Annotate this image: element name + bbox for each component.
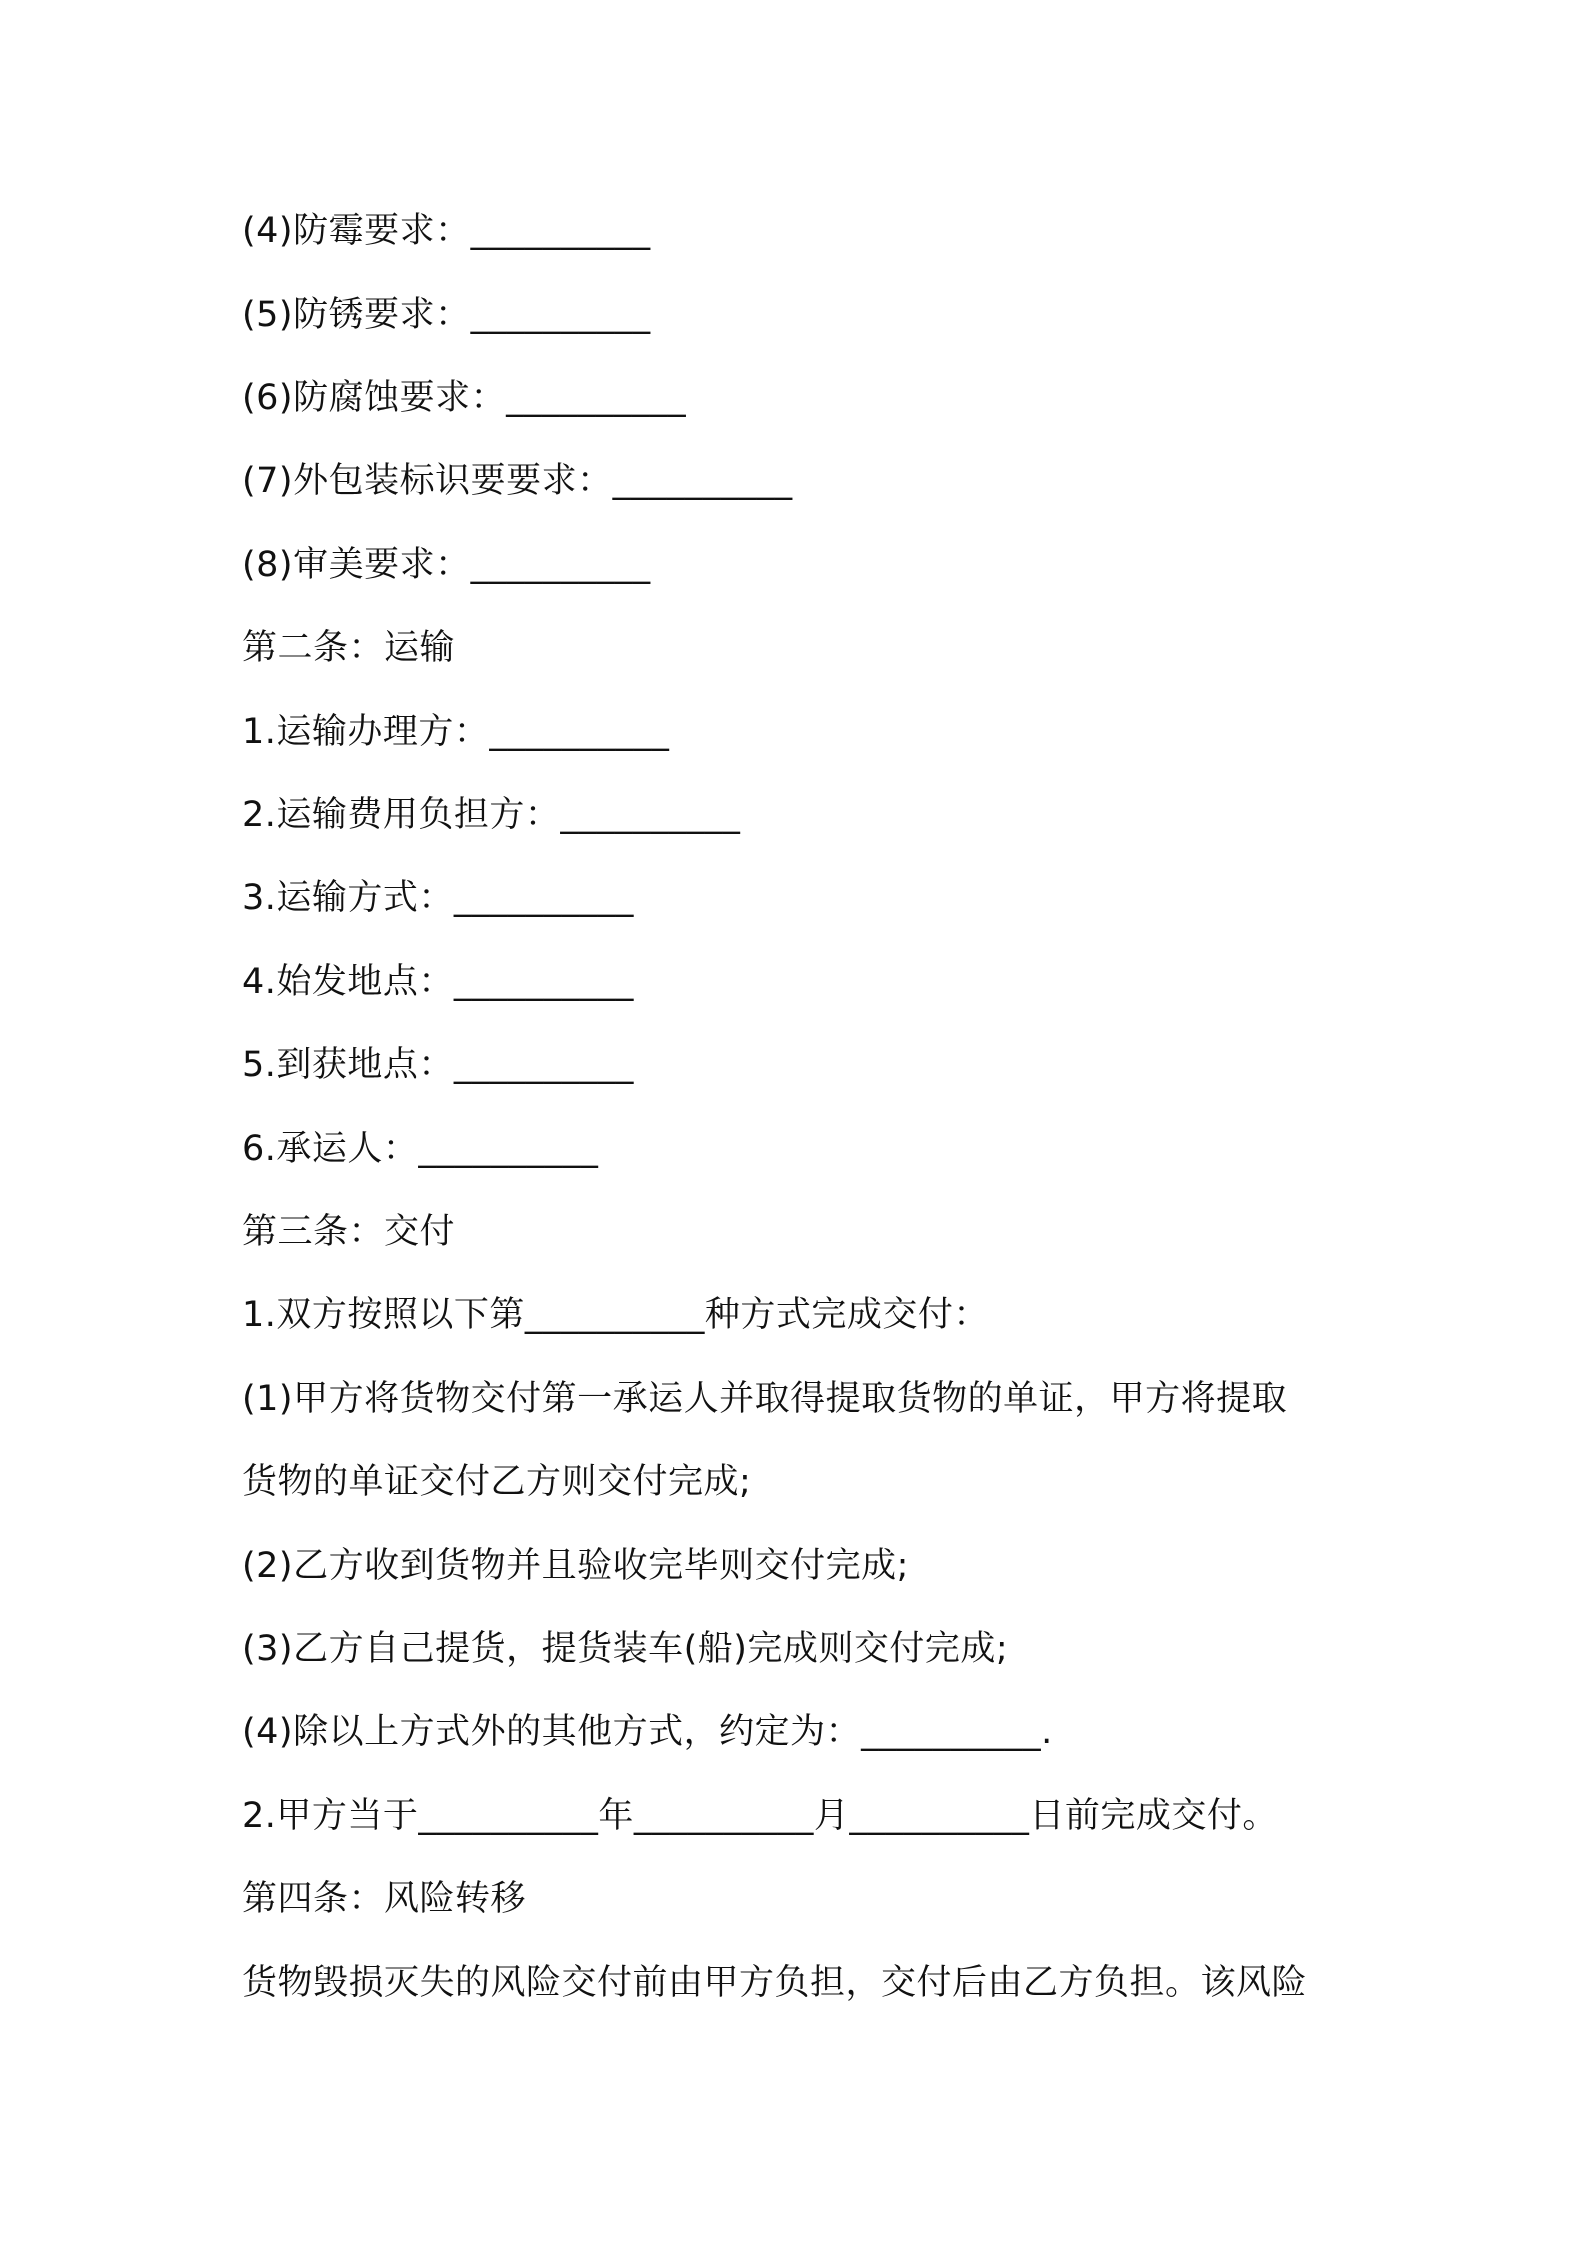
clause-origin-location: 4.始发地点：__________ bbox=[242, 962, 634, 1002]
clause-delivery-option-1-line-2: 货物的单证交付乙方则交付完成; bbox=[242, 1462, 752, 1502]
clause-delivery-method-choice: 1.双方按照以下第__________种方式完成交付： bbox=[242, 1295, 989, 1335]
clause-outer-packaging-marking: (7)外包装标识要要求：__________ bbox=[242, 461, 793, 501]
clause-risk-transfer-text: 货物毁损灭失的风险交付前由甲方负担，交付后由乙方负担。该风险 bbox=[242, 1963, 1308, 2003]
clause-aesthetic-requirement: (8)审美要求：__________ bbox=[242, 545, 651, 585]
clause-carrier: 6.承运人：__________ bbox=[242, 1129, 599, 1169]
clause-destination-location: 5.到获地点：__________ bbox=[242, 1045, 634, 1085]
clause-delivery-deadline: 2.甲方当于__________年__________月__________日前完成交付。 bbox=[242, 1796, 1278, 1836]
clause-rust-requirement: (5)防锈要求：__________ bbox=[242, 295, 651, 335]
section-heading-delivery: 第三条：交付 bbox=[242, 1212, 456, 1252]
clause-delivery-option-3: (3)乙方自己提货，提货装车(船)完成则交付完成; bbox=[242, 1629, 1009, 1669]
clause-delivery-option-2: (2)乙方收到货物并且验收完毕则交付完成; bbox=[242, 1546, 909, 1586]
clause-transport-cost-bearer: 2.运输费用负担方：__________ bbox=[242, 795, 741, 835]
clause-mildew-requirement: (4)防霉要求：__________ bbox=[242, 211, 651, 251]
section-heading-risk-transfer: 第四条：风险转移 bbox=[242, 1879, 527, 1919]
clause-delivery-option-1-line-1: (1)甲方将货物交付第一承运人并取得提取货物的单证，甲方将提取 bbox=[242, 1379, 1288, 1419]
section-heading-transport: 第二条：运输 bbox=[242, 628, 456, 668]
clause-transport-handler: 1.运输办理方：__________ bbox=[242, 712, 670, 752]
clause-delivery-option-4: (4)除以上方式外的其他方式，约定为：__________. bbox=[242, 1712, 1053, 1752]
clause-corrosion-requirement: (6)防腐蚀要求：__________ bbox=[242, 378, 687, 418]
clause-transport-method: 3.运输方式：__________ bbox=[242, 878, 634, 918]
